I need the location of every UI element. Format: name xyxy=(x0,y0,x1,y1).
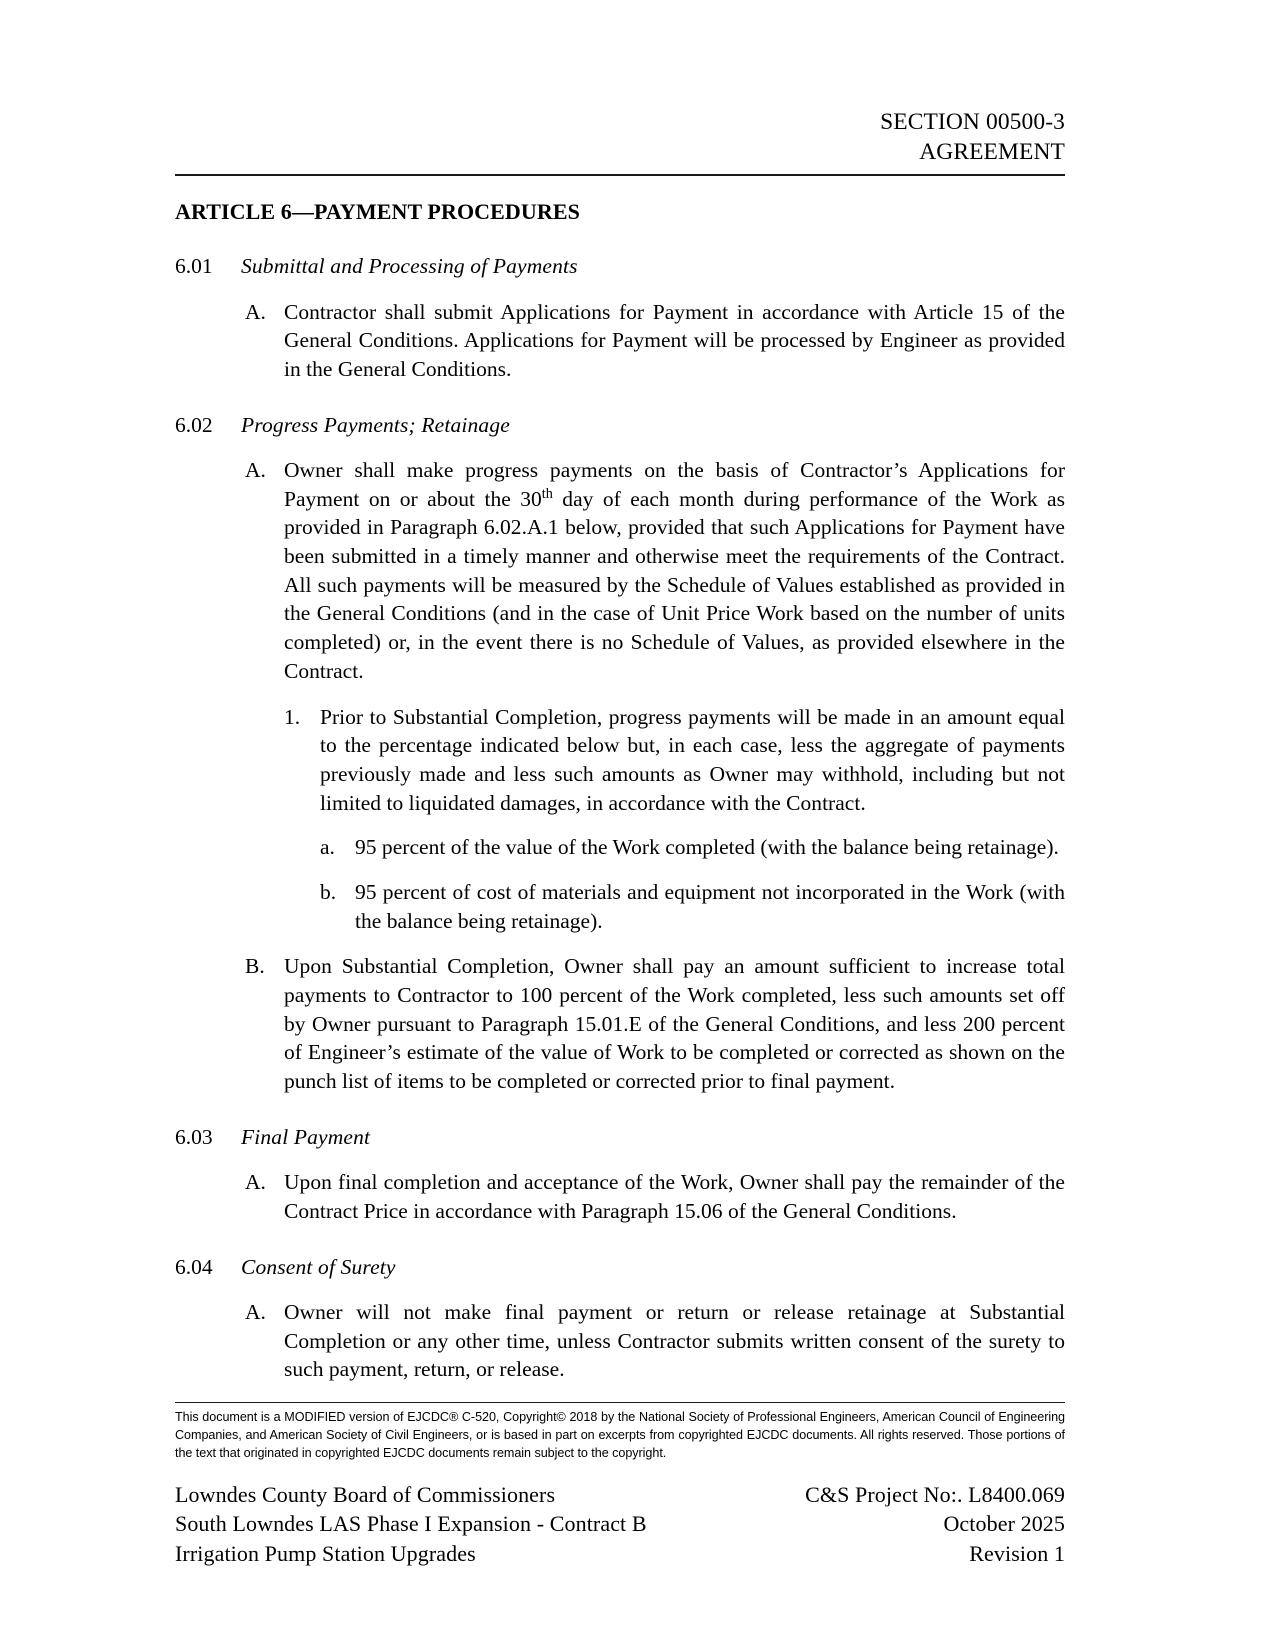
list-item xyxy=(245,298,1065,384)
header-section-label: SECTION 00500-3 xyxy=(880,109,1065,135)
section-number: 6.01 xyxy=(175,254,213,279)
list-item xyxy=(245,1298,1065,1384)
section-title: Submittal and Processing of Payments xyxy=(241,254,578,279)
list-marker: A. xyxy=(245,1170,266,1195)
section-6-01 xyxy=(175,252,1065,280)
section-number: 6.03 xyxy=(175,1124,213,1149)
list-marker: 1. xyxy=(284,704,301,729)
footer-row xyxy=(175,1509,1065,1538)
list-item xyxy=(245,952,1065,1095)
ordinal-suffix: th xyxy=(541,485,553,502)
project-info-block xyxy=(175,1480,1065,1568)
list-text: 95 percent of cost of materials and equipment not incorporated in the Work (with the balance being retainage). xyxy=(355,879,1065,933)
list-text: Upon final completion and acceptance of the Work, Owner shall pay the remainder of the Contract Price in accordance with Paragraph 15.06 of the General Conditions. xyxy=(284,1170,1065,1223)
list-text: Owner will not make final payment or return or release retainage at Substantial Completion or any other time, unless Contractor submits written consent of the surety to such payment, return, or release. xyxy=(284,1299,1065,1382)
list-text: Prior to Substantial Completion, progress payments will be made in an amount equal to the percentage indicated below but, in each case, less the aggregate of payments previously made and less such amounts as Owner may withhold, including but not limited to liquidated damages, in accordance with the Contract. xyxy=(320,704,1065,815)
project-date: October 2025 xyxy=(943,1511,1065,1537)
owner-name: Lowndes County Board of Commissioners xyxy=(175,1481,556,1507)
copyright-disclaimer: This document is a MODIFIED version of EJCDC® C-520, Copyright© 2018 by the National Society of Professional Engineers, American Council of Engineering Companies, and American Society of Civil Engineers, or is based in part on excerpts from copyrighted EJCDC documents. All rights reserved. Those portions of the text that originated in copyrighted EJCDC documents remain subject to the copyright. xyxy=(175,1410,1065,1460)
list-text: 95 percent of the value of the Work completed (with the balance being retainage). xyxy=(355,835,1059,860)
list-text-part-2: day of each month during performance of the Work as provided in Paragraph 6.02.A.1 below, provided that such Applications for Payment have been submitted in a timely manner and otherwise meet the requirements of the Contract. All such payments will be measured by the Schedule of Values established as provided in the General Conditions (and in the case of Unit Price Work based on the number of units completed) or, in the event there is no Schedule of Values, as provided elsewhere in the Contract. xyxy=(284,486,1065,683)
revision-label: Revision 1 xyxy=(969,1540,1065,1566)
page-footer xyxy=(175,1402,1065,1568)
list-text-part-1: Owner shall make progress payments on the basis of Contractor’s Applications for Payment on or about the 30 xyxy=(284,458,1065,511)
list-marker: a. xyxy=(320,835,335,860)
list-marker: A. xyxy=(245,299,266,324)
list-item xyxy=(320,878,1065,935)
running-header xyxy=(175,0,1065,167)
list-text: Contractor shall submit Applications for Payment in accordance with Article 15 of the General Conditions. Applications for Payment will be processed by Engineer as provided in the General Conditions. xyxy=(284,299,1065,381)
header-divider xyxy=(175,174,1065,176)
list-marker: b. xyxy=(320,879,337,904)
list-text: Upon Substantial Completion, Owner shall pay an amount sufficient to increase total payments to Contractor to 100 percent of the Work completed, less such amounts set off by Owner pursuant to Paragraph 15.01.E of the General Conditions, and less 200 percent of Engineer’s estimate of the value of Work to be completed or corrected as shown on the punch list of items to be completed or corrected prior to final payment. xyxy=(284,954,1065,1094)
list-marker: A. xyxy=(245,1299,266,1324)
footer-divider xyxy=(175,1402,1065,1403)
section-title: Final Payment xyxy=(241,1124,371,1149)
list-marker: A. xyxy=(245,458,266,483)
section-6-02 xyxy=(175,411,1065,439)
list-text xyxy=(284,456,1065,686)
list-marker: B. xyxy=(245,954,265,979)
article-title: ARTICLE 6—PAYMENT PROCEDURES xyxy=(175,199,581,225)
section-title: Progress Payments; Retainage xyxy=(241,412,510,437)
list-item xyxy=(245,1168,1065,1225)
list-item xyxy=(284,703,1065,818)
page-content-column xyxy=(175,0,1065,1384)
footer-row xyxy=(175,1480,1065,1509)
list-item xyxy=(245,456,1065,686)
project-number: C&S Project No:. L8400.069 xyxy=(805,1481,1065,1507)
section-6-03 xyxy=(175,1123,1065,1151)
section-title: Consent of Surety xyxy=(241,1254,396,1279)
section-6-04 xyxy=(175,1253,1065,1281)
project-subtitle: Irrigation Pump Station Upgrades xyxy=(175,1540,476,1566)
section-number: 6.04 xyxy=(175,1254,213,1279)
list-item xyxy=(320,833,1065,862)
header-document-label: AGREEMENT xyxy=(919,138,1065,165)
section-number: 6.02 xyxy=(175,412,213,437)
project-name: South Lowndes LAS Phase I Expansion - Contract B xyxy=(175,1511,647,1537)
footer-row xyxy=(175,1539,1065,1568)
